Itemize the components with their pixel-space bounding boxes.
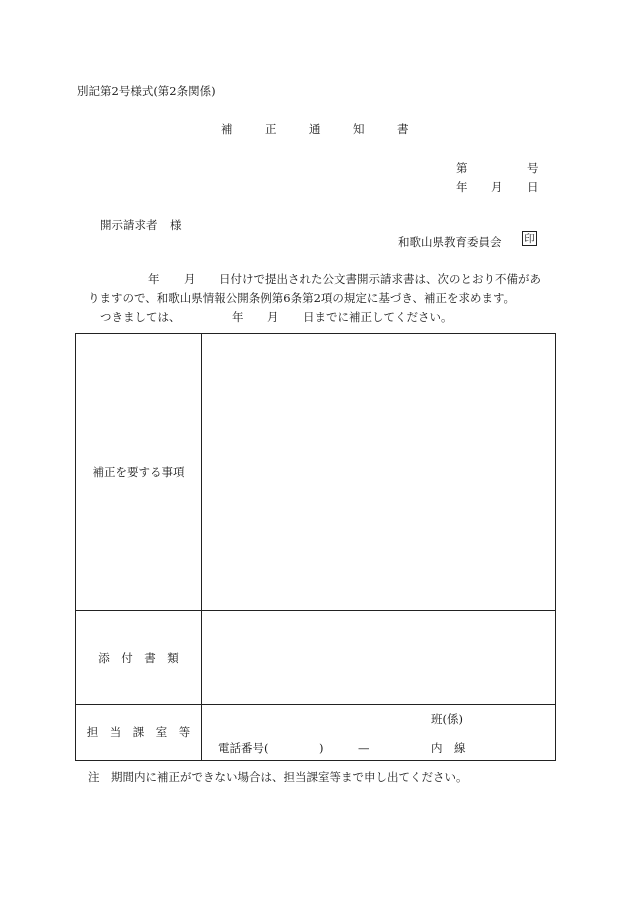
phone-dash: —	[358, 741, 370, 755]
attachments-label: 添 付 書 類	[98, 651, 179, 665]
doc-number-prefix: 第	[456, 161, 468, 175]
form-table	[75, 333, 556, 761]
section-label: 班(係)	[431, 712, 463, 726]
body-line1: 日付けで提出された公文書開示請求書は、次のとおり不備があ	[219, 272, 541, 286]
body-line2: りますので、和歌山県情報公開条例第6条第2項の規定に基づき、補正を求めます。	[88, 291, 516, 305]
form-number-label: 別記第2号様式(第2条関係)	[77, 84, 216, 98]
date-month: 月	[491, 180, 503, 194]
department-label: 担 当 課 室 等	[86, 725, 191, 739]
table-column-divider	[201, 334, 202, 760]
table-row-divider	[76, 610, 555, 611]
correction-items-label: 補正を要する事項	[92, 465, 185, 479]
body-line3-year: 年	[232, 310, 244, 324]
title-char: 補	[221, 122, 233, 136]
table-row-divider	[76, 704, 555, 705]
body-month: 月	[184, 272, 196, 286]
title-char: 通	[309, 122, 321, 136]
date-year: 年	[456, 180, 468, 194]
recipient-name: 開示請求者	[100, 218, 158, 232]
phone-close: )	[319, 741, 324, 755]
body-year: 年	[148, 272, 160, 286]
date-day: 日	[527, 180, 539, 194]
body-line3-start: つきましては、	[100, 310, 181, 324]
phone-label: 電話番号(	[218, 741, 269, 755]
seal-box: 印	[522, 231, 537, 246]
title-char: 知	[353, 122, 365, 136]
title-char: 書	[397, 122, 409, 136]
title-char: 正	[265, 122, 277, 136]
body-line3-month: 月	[267, 310, 279, 324]
issuer-name: 和歌山県教育委員会	[398, 235, 502, 249]
recipient-honorific: 様	[170, 218, 182, 232]
doc-number-suffix: 号	[527, 161, 539, 175]
extension-label: 内 線	[431, 741, 466, 755]
body-line3-end: 日までに補正してください。	[303, 310, 453, 324]
note-text: 注 期間内に補正ができない場合は、担当課室等まで申し出てください。	[88, 770, 468, 784]
